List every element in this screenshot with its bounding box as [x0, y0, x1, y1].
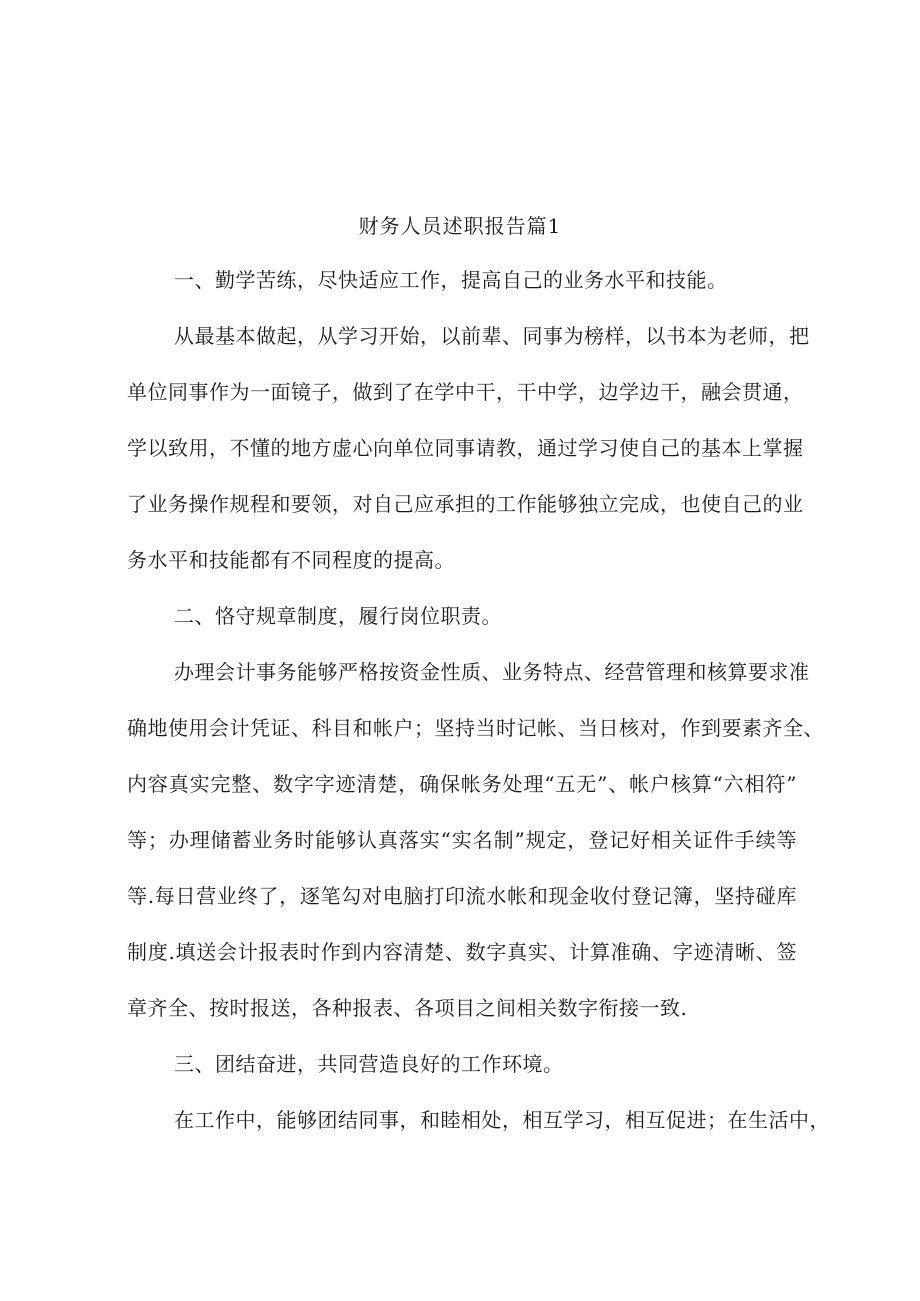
paragraph-line: 制度.填送会计报表时作到内容清楚、数字真实、计算准确、字迹清晰、签	[127, 940, 797, 964]
paragraph-line: 在工作中，能够团结同事，和睦相处，相互学习，相互促进；在生活中，	[174, 1108, 830, 1132]
paragraph-line: 单位同事作为一面镜子，做到了在学中干，干中学，边学边干，融会贯通，	[127, 380, 804, 404]
paragraph-line: 等.每日营业终了，逐笔勾对电脑打印流水帐和现金收付登记簿，坚持碰库	[127, 884, 797, 908]
paragraph-line: 了业务操作规程和要领，对自己应承担的工作能够独立完成，也使自己的业	[127, 492, 804, 516]
paragraph-line: 确地使用会计凭证、科目和帐户；坚持当时记帐、当日核对，作到要素齐全、	[127, 716, 824, 740]
paragraph-line: 办理会计事务能够严格按资金性质、业务特点、经营管理和核算要求准	[174, 660, 810, 684]
paragraph-line: 学以致用，不懂的地方虚心向单位同事请教，通过学习使自己的基本上掌握	[127, 436, 804, 460]
paragraph-line: 务水平和技能都有不同程度的提高。	[127, 548, 455, 572]
paragraph-line: 从最基本做起，从学习开始，以前辈、同事为榜样，以书本为老师，把	[174, 324, 810, 348]
section-heading-2: 二、恪守规章制度，履行岗位职责。	[174, 604, 502, 628]
paragraph-line: 内容真实完整、数字字迹清楚，确保帐务处理“五无”、帐户核算“六相符”	[127, 772, 797, 796]
paragraph-line: 章齐全、按时报送，各种报表、各项目之间相关数字衔接一致.	[127, 996, 688, 1020]
paragraph-line: 等；办理储蓄业务时能够认真落实“实名制”规定，登记好相关证件手续等	[127, 828, 797, 852]
document-title: 财务人员述职报告篇1	[358, 214, 562, 238]
section-heading-1: 一、勤学苦练，尽快适应工作，提高自己的业务水平和技能。	[174, 268, 728, 292]
section-heading-3: 三、团结奋进，共同营造良好的工作环境。	[174, 1052, 564, 1076]
